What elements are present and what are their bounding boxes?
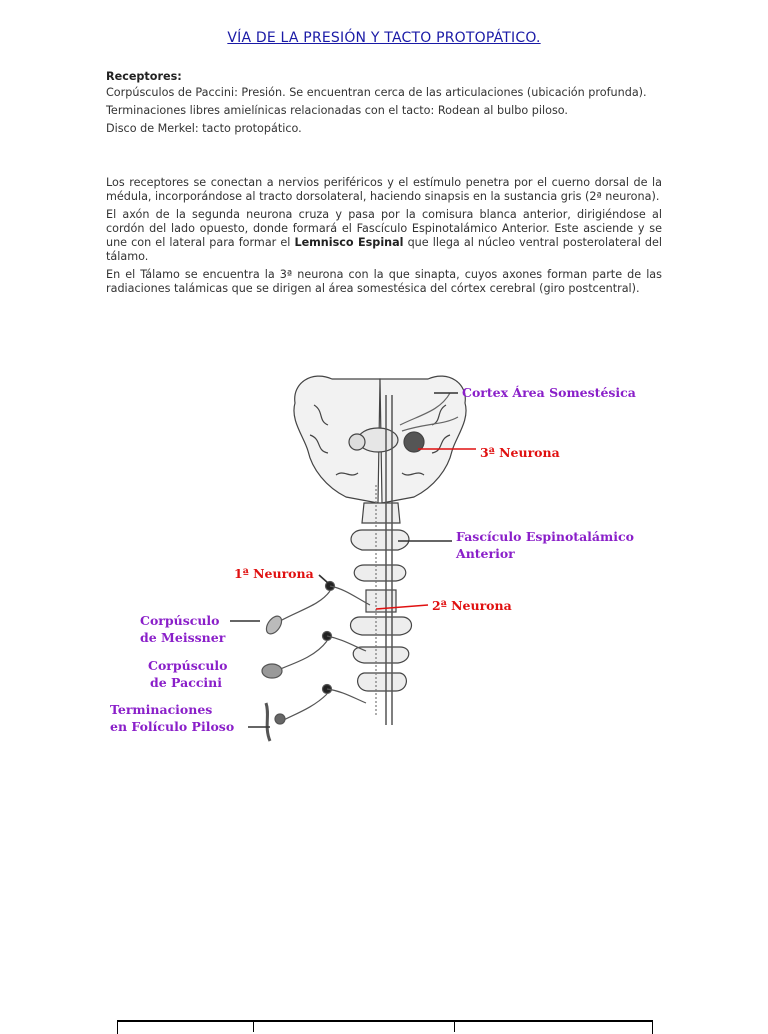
receptors-heading: Receptores:	[106, 70, 182, 83]
label-terminaciones-line-1: Terminaciones	[110, 702, 213, 717]
label-cortex: Cortex Área Somestésica	[462, 385, 636, 400]
label-paccini-line-2: de Paccini	[150, 675, 223, 690]
label-fasciculo-line-2: Anterior	[456, 546, 515, 561]
receptors-section	[106, 70, 662, 140]
peripheral-nerves	[262, 582, 370, 742]
label-meissner-line-1: Corpúsculo	[140, 613, 220, 628]
brain-illustration	[294, 376, 466, 725]
paragraph-2-start: El axón de la segunda neurona cruza y pasa por la comisura blanca anterior, dirigiéndose al cordón del lado opuesto, donde formará el Fascículo Espinotalámico Anterior. Este asciende y se une con el lateral para formar el	[106, 208, 662, 249]
sensory-pathway-diagram	[100, 365, 660, 750]
label-neuron-1: 1ª Neurona	[234, 566, 314, 581]
receptor-item: Terminaciones libres amielínicas relacionadas con el tacto: Rodean al bulbo piloso.	[106, 104, 568, 117]
label-meissner-line-2: de Meissner	[140, 630, 226, 645]
receptor-item: Disco de Merkel: tacto protopático.	[106, 122, 302, 135]
label-neuron-2: 2ª Neurona	[432, 598, 512, 613]
page-title: VÍA DE LA PRESIÓN Y TACTO PROTOPÁTICO.	[227, 30, 541, 46]
receptor-item: Corpúsculos de Paccini: Presión. Se encuentran cerca de las articulaciones (ubicación profunda).	[106, 86, 647, 99]
label-neuron-3: 3ª Neurona	[480, 445, 560, 460]
label-terminaciones-line-2: en Folículo Piloso	[110, 719, 235, 734]
table-top-edge	[117, 1020, 653, 1034]
paragraph-2-end: que llega al núcleo ventral posterolateral del tálamo.	[106, 236, 662, 263]
lemnisco-espinal-term: Lemnisco Espinal	[294, 236, 404, 249]
paragraph-3: En el Tálamo se encuentra la 3ª neurona con la que sinapta, cuyos axones forman parte de las radiaciones talámicas que se dirigen al área somestésica del córtex cerebral (giro postcentral).	[106, 268, 662, 295]
label-fasciculo-line-1: Fascículo Espinotalámico	[456, 529, 634, 544]
paragraph-2	[106, 208, 662, 264]
paragraph-1: Los receptores se conectan a nervios periféricos y el estímulo penetra por el cuerno dorsal de la médula, incorporándose al tracto dorsolateral, haciendo sinapsis en la sustancia gris (2ª neurona).	[106, 176, 662, 203]
label-paccini-line-1: Corpúsculo	[148, 658, 228, 673]
body-section	[106, 176, 662, 300]
